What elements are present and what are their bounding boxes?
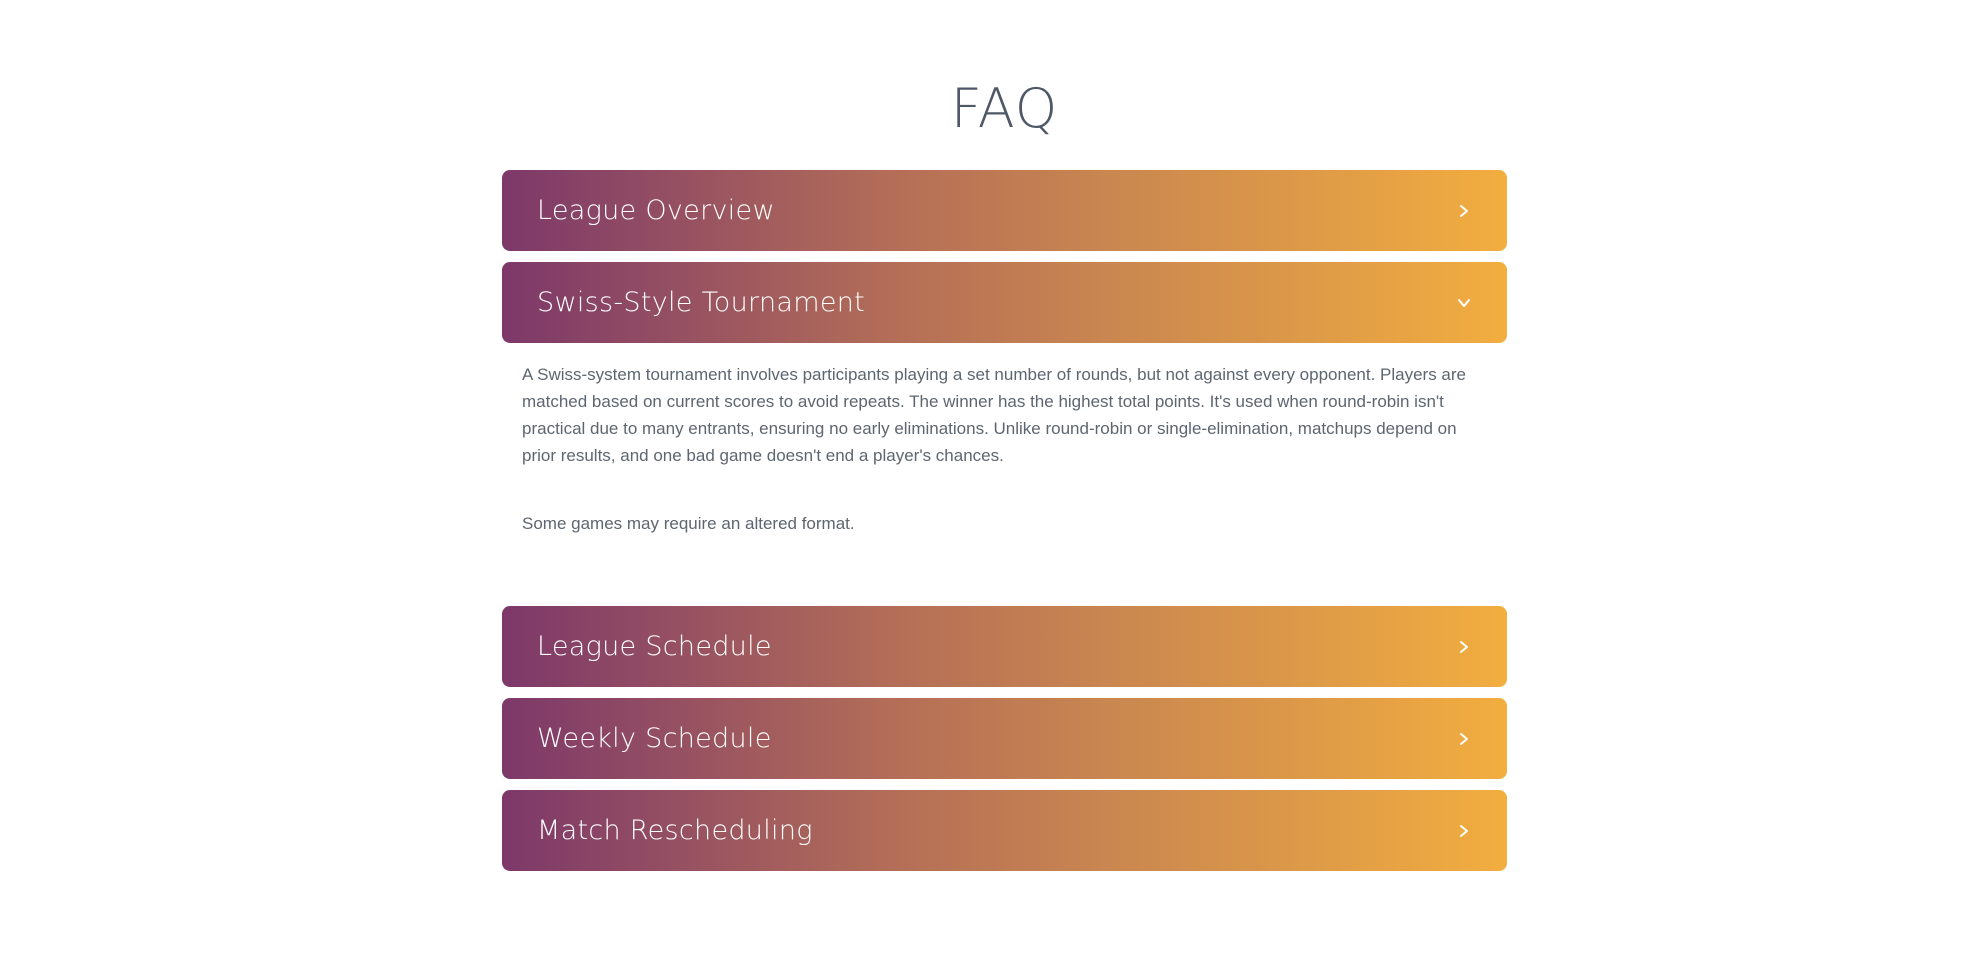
faq-section bbox=[502, 0, 1507, 882]
chevron-right-icon bbox=[1453, 728, 1475, 750]
faq-header-swiss-style-tournament[interactable] bbox=[502, 262, 1507, 343]
faq-item-league-schedule bbox=[502, 606, 1507, 687]
faq-question: League Schedule bbox=[537, 631, 772, 662]
faq-answer-paragraph: A Swiss-system tournament involves participants playing a set number of rounds, but not against every opponent. Players are matched based on current scores to avoid repeats. The winner has the highest total points. It's used when round-robin isn't practical due to many entrants, ensuring no early eliminations. Unlike round-robin or single-elimination, matchups depend on prior results, and one bad game doesn't end a player's chances. bbox=[522, 365, 1466, 465]
chevron-right-icon bbox=[1453, 200, 1475, 222]
page-title: FAQ bbox=[950, 77, 1059, 140]
faq-header-league-overview[interactable] bbox=[502, 170, 1507, 251]
faq-answer-swiss-style-tournament bbox=[502, 343, 1507, 595]
chevron-down-icon bbox=[1453, 292, 1475, 314]
chevron-right-icon bbox=[1453, 820, 1475, 842]
faq-question: Match Rescheduling bbox=[537, 815, 813, 846]
faq-question: Swiss-Style Tournament bbox=[537, 287, 866, 318]
faq-item-swiss-style-tournament bbox=[502, 262, 1507, 595]
faq-accordion bbox=[502, 170, 1507, 871]
faq-answer-paragraph: Some games may require an altered format. bbox=[522, 514, 855, 533]
faq-header-weekly-schedule[interactable] bbox=[502, 698, 1507, 779]
faq-header-league-schedule[interactable] bbox=[502, 606, 1507, 687]
faq-item-weekly-schedule bbox=[502, 698, 1507, 779]
faq-question: Weekly Schedule bbox=[537, 723, 772, 754]
chevron-right-icon bbox=[1453, 636, 1475, 658]
faq-item-match-rescheduling bbox=[502, 790, 1507, 871]
faq-item-league-overview bbox=[502, 170, 1507, 251]
faq-header-match-rescheduling[interactable] bbox=[502, 790, 1507, 871]
faq-question: League Overview bbox=[537, 195, 775, 226]
